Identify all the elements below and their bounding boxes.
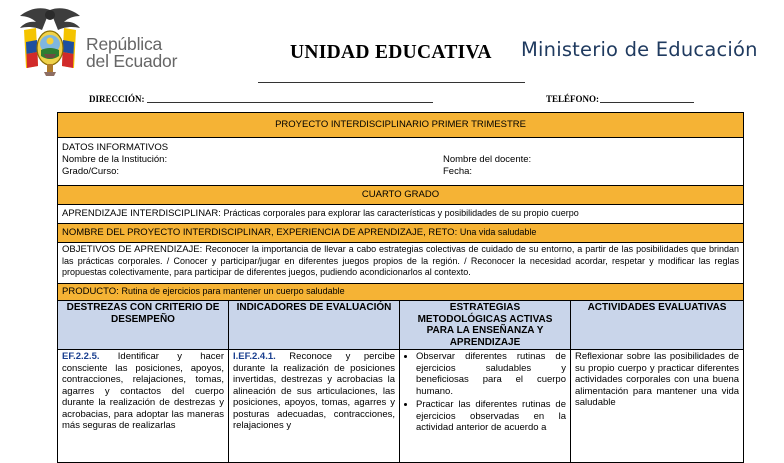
estrategia-item: • Practicar las diferentes rutinas de ejercicios observadas en la actividad anterior de acuerdo a: [416, 399, 566, 434]
objetivos-cell: [58, 243, 744, 284]
nombre-docente-label: Nombre del docente:: [443, 154, 532, 165]
del-ecuador-line: del Ecuador: [86, 51, 178, 71]
direccion-line: [147, 102, 433, 103]
objetivos-text: Reconocer la importancia de llevar a cabo estrategias colectivas de cuidado de su entorno, a partir de las posibilidades que brindan las prácticas corporales. / Conocer y participar/jugar en diferentes juegos propios de la región. / Reconocer la necesidad acordar, respetar y modificar las reglas propuestas colectivamente, para participar de diferentes juegos, pudiendo acondicionarlos al contexto.: [62, 244, 740, 277]
producto-text: Rutina de ejercicios para mantener un cuerpo saludable: [121, 286, 345, 297]
col-header-actividades: ACTIVIDADES EVALUATIVAS: [571, 301, 744, 350]
objetivos-label: OBJETIVOS DE APRENDIZAJE:: [62, 244, 203, 255]
nombre-institucion-label: Nombre de la Institución:: [62, 154, 168, 165]
producto-cell: [58, 284, 744, 301]
destreza-code: EF.2.2.5.: [62, 351, 100, 362]
direccion-label: DIRECCIÓN:: [89, 94, 145, 104]
ministerio-de-educacion-logo: Ministerio de Educación: [521, 38, 758, 61]
fecha-label: Fecha:: [443, 166, 473, 177]
unidad-educativa-title: UNIDAD EDUCATIVA: [290, 42, 492, 63]
project-table: [57, 112, 744, 463]
estrategias-cell: [400, 350, 571, 463]
telefono-line: [600, 102, 694, 103]
republica-del-ecuador-logo-text: [86, 36, 177, 70]
col-header-estrategias: ESTRATEGIAS METODOLÓGICAS ACTIVAS PARA LA ENSEÑANZA Y APRENDIZAJE: [400, 301, 571, 350]
destreza-text: Identificar y hacer consciente las posiciones, apoyos, contracciones, relajaciones, tomas, agarres y contactos del cuerpo durante la realización de destrezas y acrobacias, para adoptar las maneras más seguras de realizarlas: [62, 351, 224, 431]
indicador-code: I.EF.2.4.1.: [233, 351, 276, 362]
project-title-cell: PROYECTO INTERDISCIPLINARIO PRIMER TRIMESTRE: [58, 113, 744, 138]
indicador-cell: [229, 350, 400, 463]
estrategias-list: [404, 351, 566, 434]
telefono-label: TELÉFONO:: [546, 94, 600, 104]
aprendizaje-interdisciplinar-cell: [58, 205, 744, 224]
nombre-proyecto-label: NOMBRE DEL PROYECTO INTERDISCIPLINAR, EXPERIENCIA DE APRENDIZAJE, RETO:: [62, 227, 458, 239]
datos-informativos-cell: [58, 138, 744, 186]
producto-label: PRODUCTO:: [62, 286, 119, 298]
nombre-proyecto-cell: [58, 224, 744, 243]
estrategia-item: • Observar diferentes rutinas de ejercicios saludables y beneficiosas para el cuerpo humano.: [416, 351, 566, 397]
col-header-indicadores: INDICADORES DE EVALUACIÓN: [229, 301, 400, 350]
grado-cell: CUARTO GRADO: [58, 186, 744, 205]
aprendizaje-text: Prácticas corporales para explorar las características y posibilidades de su propio cuerpo: [223, 208, 579, 219]
destreza-cell: [58, 350, 229, 463]
indicador-text: Reconoce y percibe durante la realización de posiciones invertidas, destrezas y acrobacias la alineación de sus articulaciones, las posiciones, apoyos, tomas, agarres y posturas adecuadas, contracciones, relajaciones y: [233, 351, 396, 431]
grado-curso-label: Grado/Curso:: [62, 166, 120, 177]
datos-informativos-label: DATOS INFORMATIVOS: [62, 142, 169, 153]
col-header-destrezas: DESTREZAS CON CRITERIO DE DESEMPEÑO: [58, 301, 229, 350]
actividades-cell: Reflexionar sobre las posibilidades de su propio cuerpo y practicar diferentes actividades corporales con una buena alimentación para mantener una vida saludable: [571, 350, 744, 463]
nombre-proyecto-text: Una vida saludable: [459, 227, 537, 238]
ecuador-coat-of-arms-icon: [14, 6, 86, 78]
republica-line: República: [86, 34, 163, 54]
aprendizaje-label: APRENDIZAJE INTERDISCIPLINAR:: [62, 208, 221, 220]
institution-name-line: [258, 82, 525, 83]
